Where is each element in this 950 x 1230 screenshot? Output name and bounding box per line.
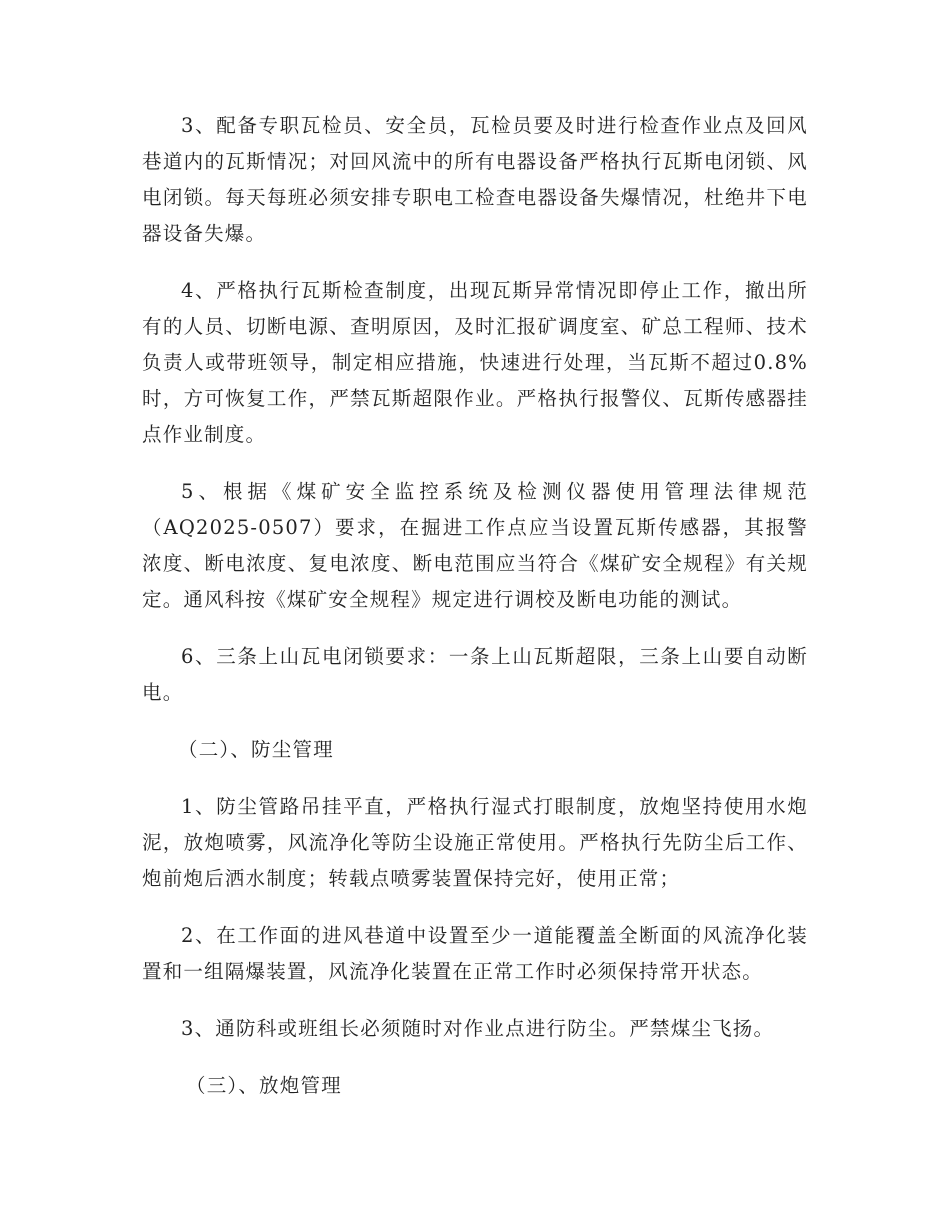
document-body bbox=[142, 108, 808, 1125]
section-heading-blasting: （三）、放炮管理 bbox=[186, 1074, 342, 1097]
section-heading-dust-control: （二）、防尘管理 bbox=[178, 738, 334, 761]
paragraph-gas-inspectors: 3、配备专职瓦检员、安全员，瓦检员要及时进行检查作业点及回风巷道内的瓦斯情况；对回风流中的所有电器设备严格执行瓦斯电闭锁、风电闭锁。每天每班必须安排专职电工检查电器设备失爆情况，杜绝井下电器设备失爆。 bbox=[142, 114, 808, 245]
paragraph-gas-power-lockout: 6、三条上山瓦电闭锁要求：一条上山瓦斯超限，三条上山要自动断电。 bbox=[142, 645, 808, 704]
paragraph-dust-prevention: 3、通防科或班组长必须随时对作业点进行防尘。严禁煤尘飞扬。 bbox=[181, 1017, 775, 1040]
paragraph-gas-sensors: 5、根据《煤矿安全监控系统及检测仪器使用管理法律规范（AQ2025-0507）要求，在掘进工作点应当设置瓦斯传感器，其报警浓度、断电浓度、复电浓度、断电范围应当符合《煤矿安全规程》有关规定。通风科按《煤矿安全规程》规定进行调校及断电功能的测试。 bbox=[142, 480, 808, 611]
paragraph-gas-inspection-system: 4、严格执行瓦斯检查制度，出现瓦斯异常情况即停止工作，撤出所有的人员、切断电源、查明原因，及时汇报矿调度室、矿总工程师、技术负责人或带班领导，制定相应措施，快速进行处理，当瓦斯不超过0.8%时，方可恢复工作，严禁瓦斯超限作业。严格执行报警仪、瓦斯传感器挂点作业制度。 bbox=[142, 279, 808, 446]
paragraph-dust-pipes: 1、防尘管路吊挂平直，严格执行湿式打眼制度，放炮坚持使用水炮泥，放炮喷雾，风流净化等防尘设施正常使用。严格执行先防尘后工作、炮前炮后洒水制度；转载点喷雾装置保持完好，使用正常； bbox=[142, 795, 808, 890]
paragraph-air-purification: 2、在工作面的进风巷道中设置至少一道能覆盖全断面的风流净化装置和一组隔爆装置，风流净化装置在正常工作时必须保持常开状态。 bbox=[142, 924, 808, 983]
